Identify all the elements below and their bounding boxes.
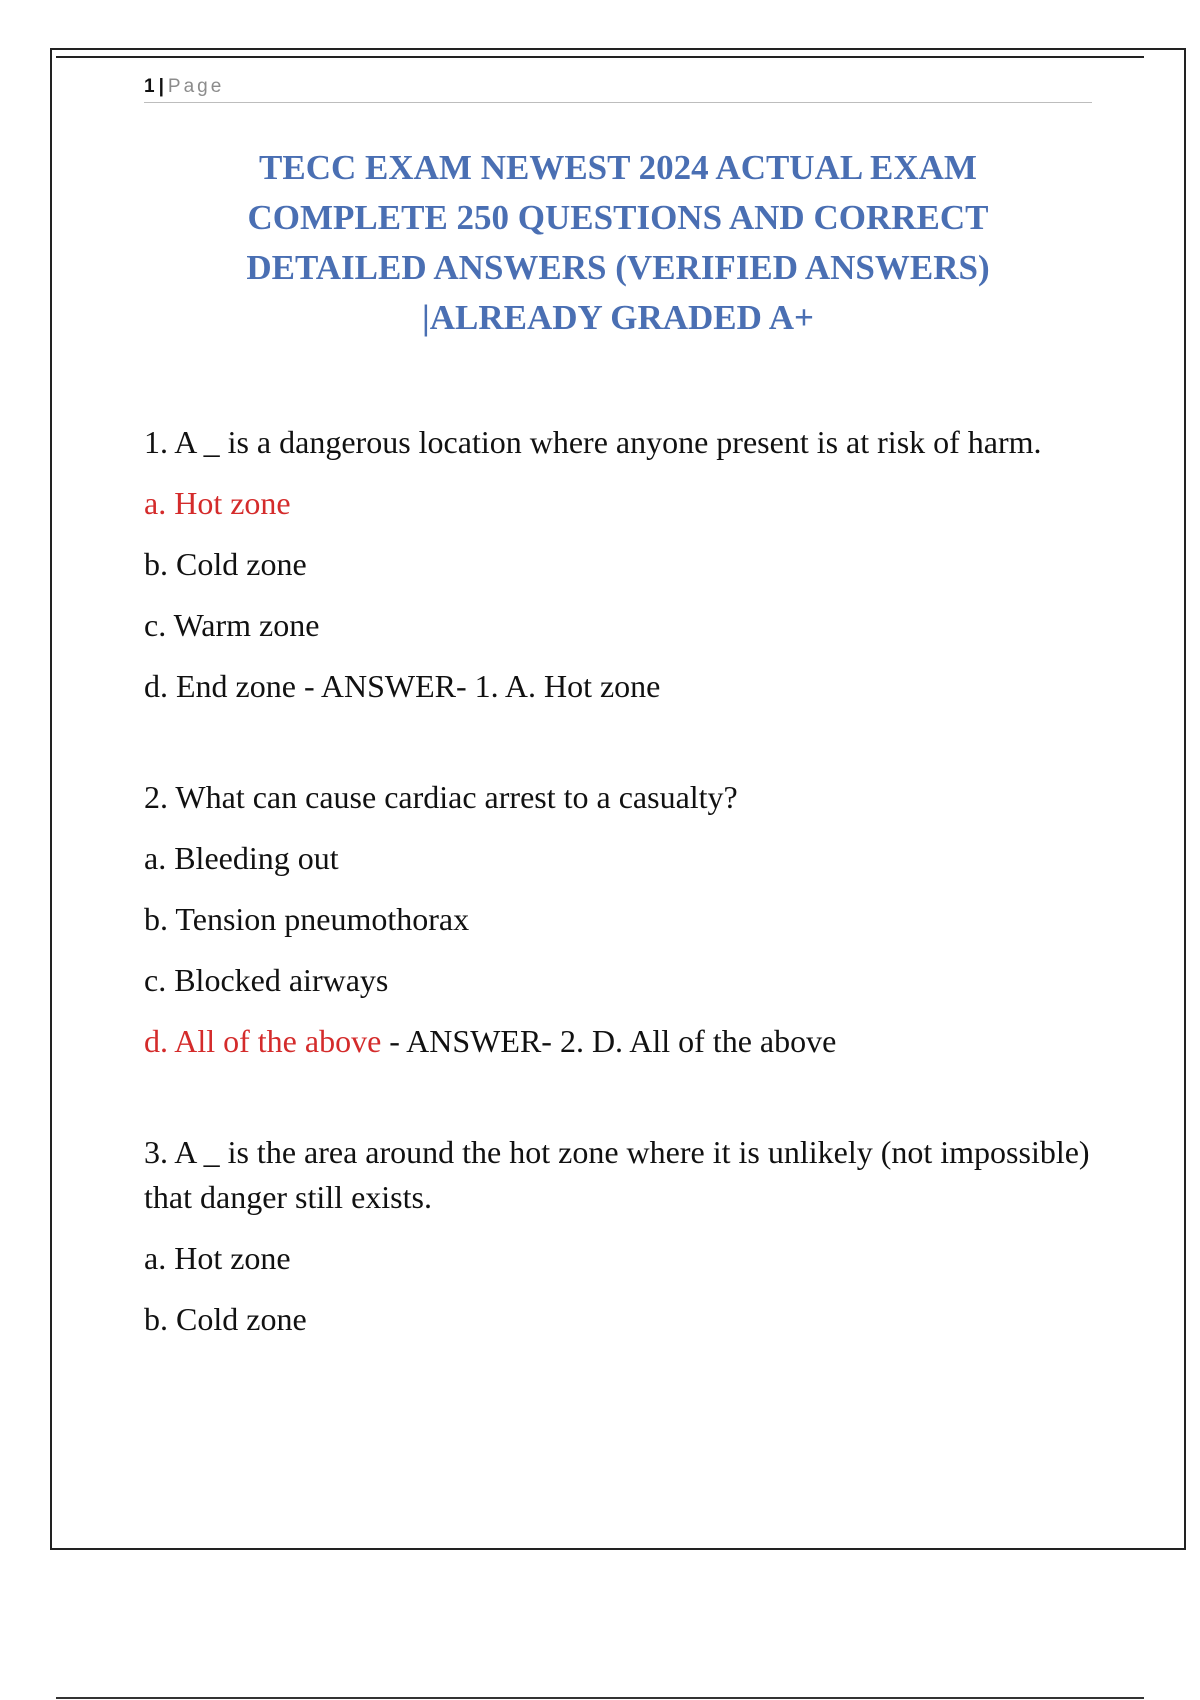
- question-1-option-a-text: a. Hot zone: [144, 485, 291, 521]
- question-list: [144, 420, 1092, 1408]
- question-1-option-a: [144, 481, 1092, 526]
- question-2-option-c-text: c. Blocked airways: [144, 962, 389, 998]
- question-2-option-d-text: d. All of the above: [144, 1023, 382, 1059]
- question-1-option-d: [144, 664, 1092, 709]
- question-3-stem: 3. A _ is the area around the hot zone where it is unlikely (not impossible) that danger still exists.: [144, 1134, 1090, 1215]
- question-3: [144, 1130, 1092, 1342]
- question-2-stem: 2. What can cause cardiac arrest to a casualty?: [144, 779, 738, 815]
- page-header: [144, 74, 1092, 103]
- question-1-option-c-text: c. Warm zone: [144, 607, 320, 643]
- title-line-1: TECC EXAM NEWEST 2024 ACTUAL EXAM: [259, 148, 977, 187]
- question-1-answer-key: - ANSWER- 1. A. Hot zone: [295, 668, 661, 704]
- question-2-option-a: [144, 836, 1092, 881]
- question-2-answer-key: - ANSWER- 2. D. All of the above: [381, 1023, 837, 1059]
- document-title: [144, 143, 1092, 343]
- page-label: Page: [167, 76, 225, 97]
- question-1: [144, 420, 1092, 709]
- question-3-option-a: [144, 1236, 1092, 1281]
- question-1-stem: 1. A _ is a dangerous location where anyone present is at risk of harm.: [144, 424, 1042, 460]
- title-line-2: COMPLETE 250 QUESTIONS AND CORRECT: [247, 198, 989, 237]
- bottom-rule: [56, 1697, 1144, 1699]
- question-2-option-c: [144, 958, 1092, 1003]
- question-2-option-b-text: b. Tension pneumothorax: [144, 901, 470, 937]
- question-2: [144, 775, 1092, 1064]
- question-1-option-c: [144, 603, 1092, 648]
- question-3-option-b: [144, 1297, 1092, 1342]
- question-2-option-b: [144, 897, 1092, 942]
- page-separator: |: [158, 76, 164, 97]
- question-1-option-b: [144, 542, 1092, 587]
- title-line-4: |ALREADY GRADED A+: [422, 298, 814, 337]
- page-number: 1: [144, 76, 155, 97]
- question-3-option-a-text: a. Hot zone: [144, 1240, 291, 1276]
- title-line-3: DETAILED ANSWERS (VERIFIED ANSWERS): [246, 248, 990, 287]
- question-1-option-d-text: d. End zone: [144, 668, 296, 704]
- question-3-option-b-text: b. Cold zone: [144, 1301, 307, 1337]
- question-2-option-a-text: a. Bleeding out: [144, 840, 339, 876]
- question-1-option-b-text: b. Cold zone: [144, 546, 307, 582]
- question-2-option-d: [144, 1019, 1092, 1064]
